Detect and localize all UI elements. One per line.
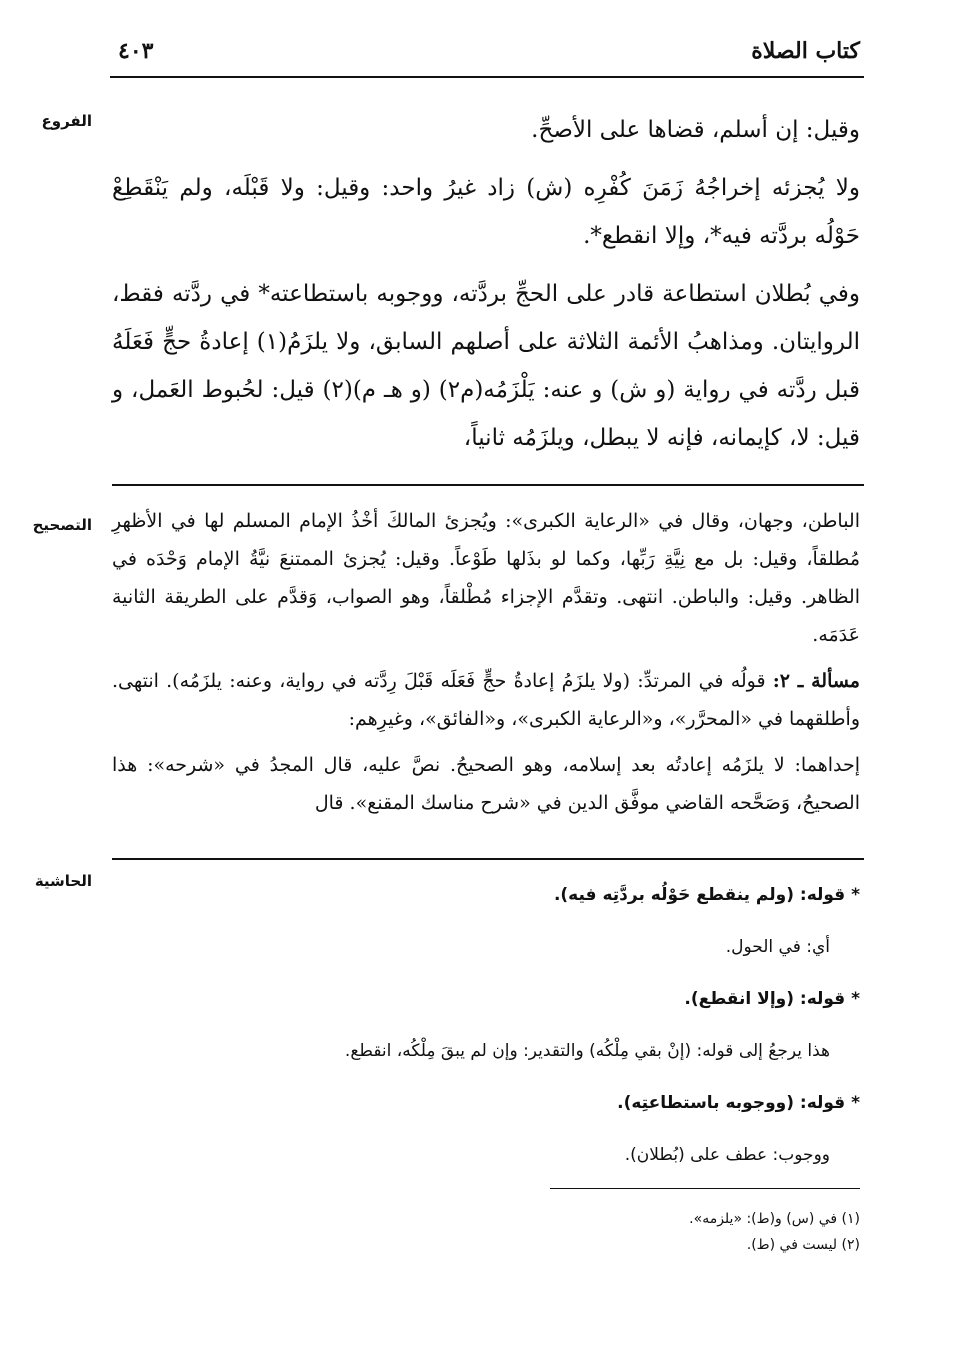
tashih-paragraph: إحداهما: لا يلزَمُه إعادتُه بعد إسلامه، وهو الصحيحُ. نصَّ عليه، قال المجدُ في «شرحه»: هذا الصحيحُ، وَصَحَّحه القاضي موفَّق الدين في «شرح مناسك المقنع». قال	[112, 754, 860, 814]
hashiya-quote: * قوله: (ولم ينقطع حَوْلُه بردَّتِه فيه).	[553, 885, 860, 905]
tashih-paragraph: الباطن، وجهان، وقال في «الرعاية الكبرى»: ويُجزئ المالكَ أخْذُ الإمام المسلم لها في الأظهرِ مُطلقاً، وقيل: بل مع نِيَّةِ رَبِّها، وكما لو بذَلها طَوْعاً. وقيل: يُجزئ الممتنعَ نيَّةُ الإمام وَحْدَه في الظاهر. وقيل: والباطن. انتهى. وتقدَّم الإجزاء مُطْلقاً، وهو الصواب، وَقدَّم على الطريقة الثانية عَدَمَه.	[112, 510, 860, 646]
header-divider	[110, 76, 864, 78]
hashiya-section	[200, 880, 860, 1192]
tashih-section	[112, 502, 860, 830]
footnotes	[400, 1206, 860, 1258]
footnote: (٢) ليست في (ط).	[746, 1237, 860, 1253]
hashiya-quote: * قوله: (وإلا انقطع).	[684, 989, 860, 1009]
footnote-divider	[550, 1188, 860, 1189]
issue-heading: مسألة ـ ٢:	[772, 670, 860, 692]
main-paragraph: وقيل: إن أسلم، قضاها على الأصحِّ.	[531, 117, 860, 143]
hashiya-explanation: أي: في الحول.	[725, 937, 830, 957]
side-label-tashih: التصحيح	[32, 516, 92, 534]
side-label-hashiya: الحاشية	[34, 872, 92, 890]
main-paragraph: ولا يُجزئه إخراجُهُ زَمَنَ كُفْرِه (ش) زاد غيرُ واحد: وقيل: ولا قَبْلَه، ولم يَنْقَطِعْ حَوْلُه بردَّته فيه*، وإلا انقطع*.	[112, 175, 860, 249]
main-text-section	[112, 106, 860, 472]
footnote: (١) في (س) و(ط): «يلزمه».	[689, 1211, 860, 1227]
hashiya-explanation: هذا يرجعُ إلى قوله: (إنْ بقي مِلْكُه) والتقدير: وإن لم يبقَ مِلْكُه، انقطع.	[344, 1041, 830, 1061]
running-header-title: كتاب الصلاة	[751, 38, 860, 64]
main-paragraph: وفي بُطلان استطاعة قادر على الحجِّ بردَّته، ووجوبه باستطاعته* في ردَّته فقط، الروايتان. ومذاهبُ الأئمة الثلاثة على أصلهم السابق، ولا يلزَمُ(١) إعادةُ حجٍّ فَعَلَهُ قبل ردَّته في رواية (و ش) و عنه: يَلْزَمُه(م٢) (و هـ م)(٢) قيل: لحُبوط العَمل، و قيل: لا، كإيمانه، فإنه لا يبطل، ويلزَمُه ثانياً،	[112, 281, 860, 451]
section-divider	[112, 858, 864, 860]
section-divider	[112, 484, 864, 486]
page-number: ٤٠٣	[118, 38, 154, 64]
hashiya-explanation: ووجوب: عطف على (بُطلان).	[624, 1145, 830, 1165]
side-label-furu: الفروع	[41, 112, 92, 130]
tashih-paragraph	[112, 662, 860, 738]
hashiya-quote: * قوله: (ووجوبه باستطاعتِه).	[617, 1093, 860, 1113]
issue-text: قولُه في المرتدِّ: (ولا يلزَمُ إعادةُ حجٍّ فَعَلَه قَبْلَ رِدَّته في رواية، وعنه: يلزَمُه). انتهى. وأطلقهما في «المحرَّر»، و«الرعاية الكبرى»، و«الفائق»، وغيرِهم:	[112, 670, 860, 730]
